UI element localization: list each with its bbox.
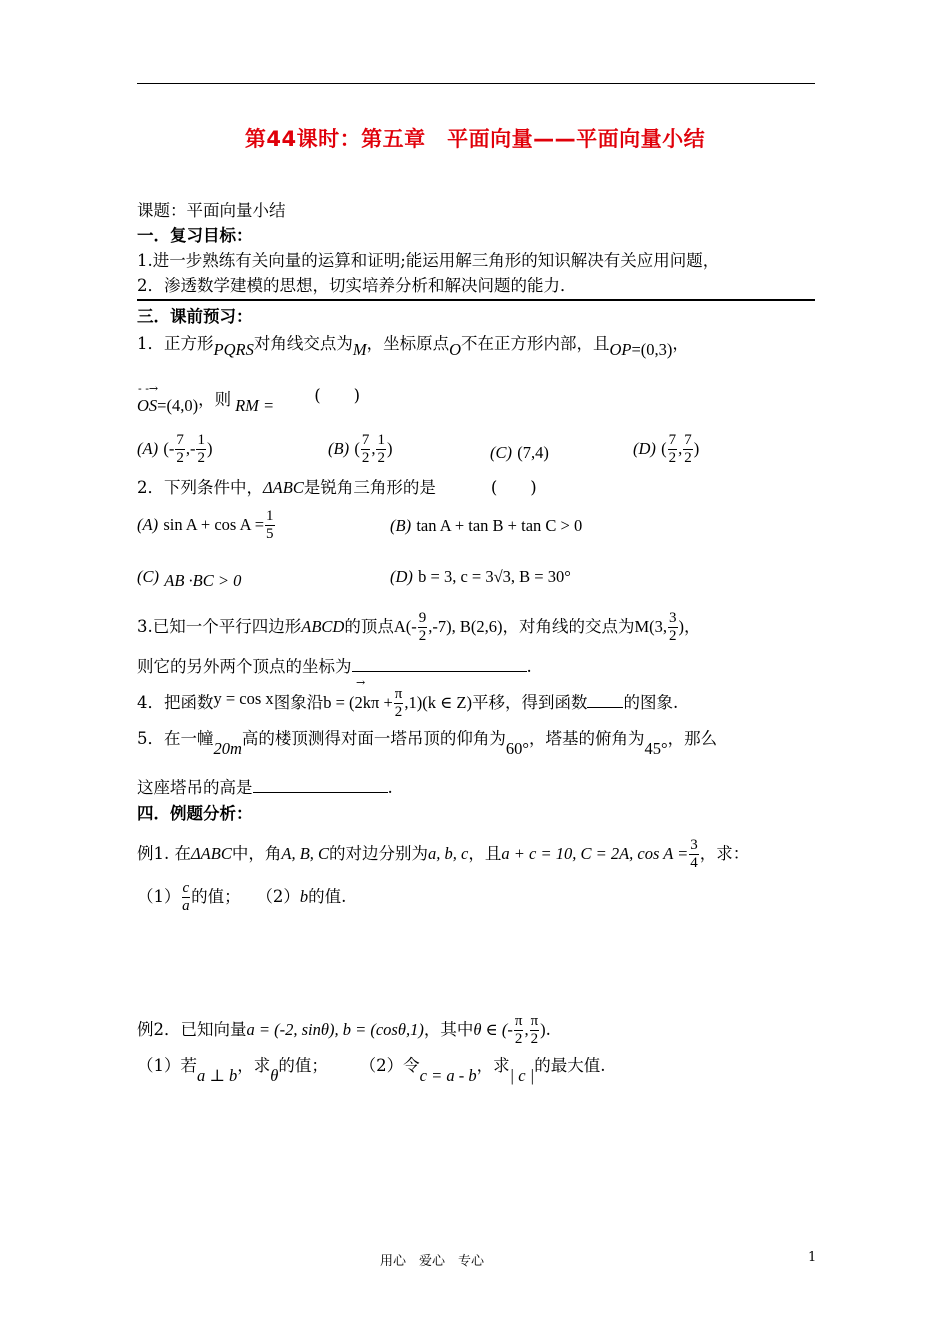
q5-answer-blank[interactable]	[253, 776, 388, 793]
q1-choice-b: (B) ( $\frac{7}{2}$ , $\frac{1}{2}$ )	[328, 432, 393, 466]
ex1-parts: （1） $\frac{c}{a}$ 的值； （2）b的值.	[137, 880, 347, 914]
q1-choice-d: (D) ( $\frac{7}{2}$ , $\frac{7}{2}$ )	[633, 432, 700, 466]
q3-line-2: 则它的另外两个顶点的坐标为 .	[137, 657, 532, 676]
sec3-heading: 三．课前预习：	[137, 307, 253, 326]
ex2-stem: 例2．已知向量a = (-2, sinθ), b = (cosθ,1)，其中θ ∈ (- $\frac{\pi}{2}$ , $\frac{\pi}{2}$ ).	[137, 1013, 551, 1047]
q2-option-c: (C) AB ·BC > 0	[137, 567, 242, 590]
q4-answer-blank[interactable]	[587, 691, 623, 708]
q1-line-1: 1．正方形PQRS对角线交点为M，坐标原点O不在正方形内部，且OP=(0,3)，	[137, 334, 689, 359]
q3-answer-blank[interactable]	[352, 655, 527, 672]
q3-line-1: 3.已知一个平行四边形ABCD的顶点A(- $\frac{9}{2}$ ,-7), B(2,6)，对角线的交点为M(3, $\frac{3}{2}$ )，	[137, 610, 701, 644]
q5-line-2: 这座塔吊的高是 .	[137, 778, 393, 797]
os-vector-arrow: - -→	[138, 382, 159, 395]
sec1-heading: 一．复习目标：	[137, 226, 253, 245]
page-title: 第44课时：第五章 平面向量——平面向量小结	[244, 127, 706, 151]
b-vector-arrow: →	[356, 676, 366, 689]
ex1-stem: 例1. 在ΔABC中，角A, B, C的对边分别为a, b, c，且a + c = 10, C = 2A, cos A = $\frac{3}{4}$ ，求：	[137, 837, 750, 871]
q1-line-2: OS=(4,0)，则 RM =( )	[137, 386, 361, 415]
page-number: 1	[808, 1250, 817, 1265]
ex2-parts: （1）若a ⊥ b，求θ的值； （2）令c = a - b，求| c |的最大值.	[137, 1056, 606, 1085]
header-rule	[137, 83, 815, 84]
q4-line: 4．把函数y = cos x图象沿b = (2kπ + $\frac{\pi}{2}$ ,1)(k ∈ Z)平移，得到函数 的图象.	[137, 686, 679, 720]
sec1-item-2: 2．渗透数学建模的思想，切实培养分析和解决问题的能力．	[137, 276, 577, 295]
q1-choice-a: (A) (- $\frac{7}{2}$ ,- $\frac{1}{2}$ )	[137, 432, 213, 466]
q1-choice-c: (C) (7,4)	[490, 443, 549, 462]
sec1-item-1: 1.进一步熟练有关向量的运算和证明;能运用解三角形的知识解决有关应用问题，	[137, 251, 720, 270]
topic-line: 课题：平面向量小结	[137, 201, 286, 220]
q2-option-d: (D) b = 3, c = 3√3, B = 30°	[390, 567, 571, 586]
q2-option-b: (B) tan A + tan B + tan C > 0	[390, 516, 583, 535]
q2-option-a: (A) sin A + cos A = $\frac{1}{5}$	[137, 508, 274, 542]
q5-line-1: 5．在一幢20m高的楼顶测得对面一塔吊顶的仰角为60°，塔基的俯角为45°，那么	[137, 729, 718, 758]
sec4-heading: 四．例题分析：	[137, 804, 253, 823]
q2-stem: 2．下列条件中，ΔABC是锐角三角形的是 ( )	[137, 478, 537, 497]
page-footer: 用心 爱心 专心	[380, 1254, 485, 1269]
section-rule	[137, 299, 815, 301]
